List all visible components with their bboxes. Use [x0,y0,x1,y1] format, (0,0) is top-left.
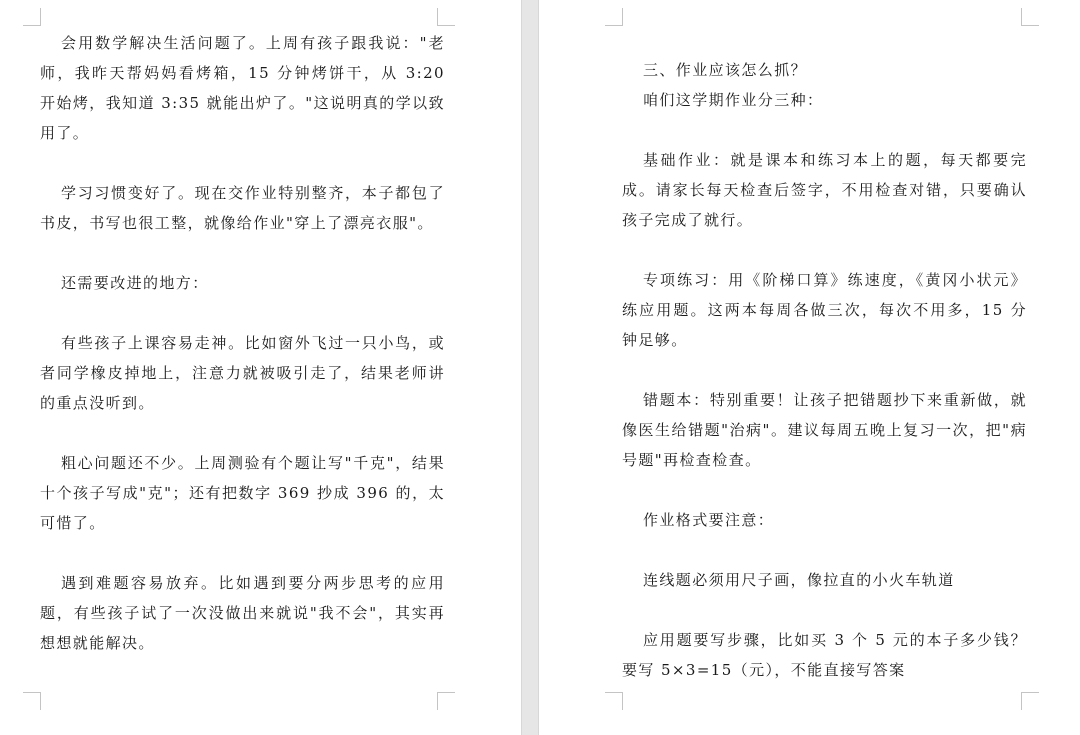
crop-mark-bottom-left [605,692,623,710]
crop-mark-top-left [605,8,623,26]
paragraph-basic-homework: 基础作业：就是课本和练习本上的题，每天都要完成。请家长每天检查后签字，不用检查对错，只要确认孩子完成了就行。 [622,151,1027,229]
paragraph-homework-intro: 咱们这学期作业分三种： [643,91,824,109]
paragraph-carelessness: 粗心问题还不少。上周测验有个题让写"千克"，结果十个孩子写成"克"；还有把数字 369 抄成 396 的，太可惜了。 [40,454,445,532]
crop-mark-bottom-left [23,692,41,710]
crop-mark-top-right [1021,8,1039,26]
paragraph-applied-math: 会用数学解决生活问题了。上周有孩子跟我说："老师，我昨天帮妈妈看烤箱，15 分钟烤饼干，从 3:20 开始烤，我知道 3:35 就能出炉了。"这说明真的学以致用了。 [40,34,445,142]
crop-mark-top-left [23,8,41,26]
subheading-homework-format: 作业格式要注意： [643,511,775,529]
right-page-text [622,55,1027,685]
left-page-text [40,28,445,658]
document-page-left [0,0,521,735]
subheading-improvements: 还需要改进的地方： [61,274,209,292]
paragraph-matching-lines: 连线题必须用尺子画，像拉直的小火车轨道 [643,571,955,589]
paragraph-special-practice: 专项练习：用《阶梯口算》练速度，《黄冈小状元》练应用题。这两本每周各做三次，每次不用多，15 分钟足够。 [622,271,1027,349]
crop-mark-top-right [437,8,455,26]
paragraph-study-habits: 学习习惯变好了。现在交作业特别整齐，本子都包了书皮，书写也很工整，就像给作业"穿上了漂亮衣服"。 [40,184,445,232]
page-gutter [521,0,539,735]
section-heading-homework: 三、作业应该怎么抓？ [643,61,808,79]
paragraph-attention: 有些孩子上课容易走神。比如窗外飞过一只小鸟，或者同学橡皮掉地上，注意力就被吸引走了，结果老师讲的重点没听到。 [40,334,445,412]
crop-mark-bottom-right [1021,692,1039,710]
paragraph-error-notebook: 错题本：特别重要！让孩子把错题抄下来重新做，就像医生给错题"治病"。建议每周五晚上复习一次，把"病号题"再检查检查。 [622,391,1027,469]
paragraph-word-problems: 应用题要写步骤，比如买 3 个 5 元的本子多少钱？要写 5×3=15（元），不能直接写答案 [622,631,1027,679]
crop-mark-bottom-right [437,692,455,710]
paragraph-giving-up: 遇到难题容易放弃。比如遇到要分两步思考的应用题，有些孩子试了一次没做出来就说"我不会"，其实再想想就能解决。 [40,574,445,652]
